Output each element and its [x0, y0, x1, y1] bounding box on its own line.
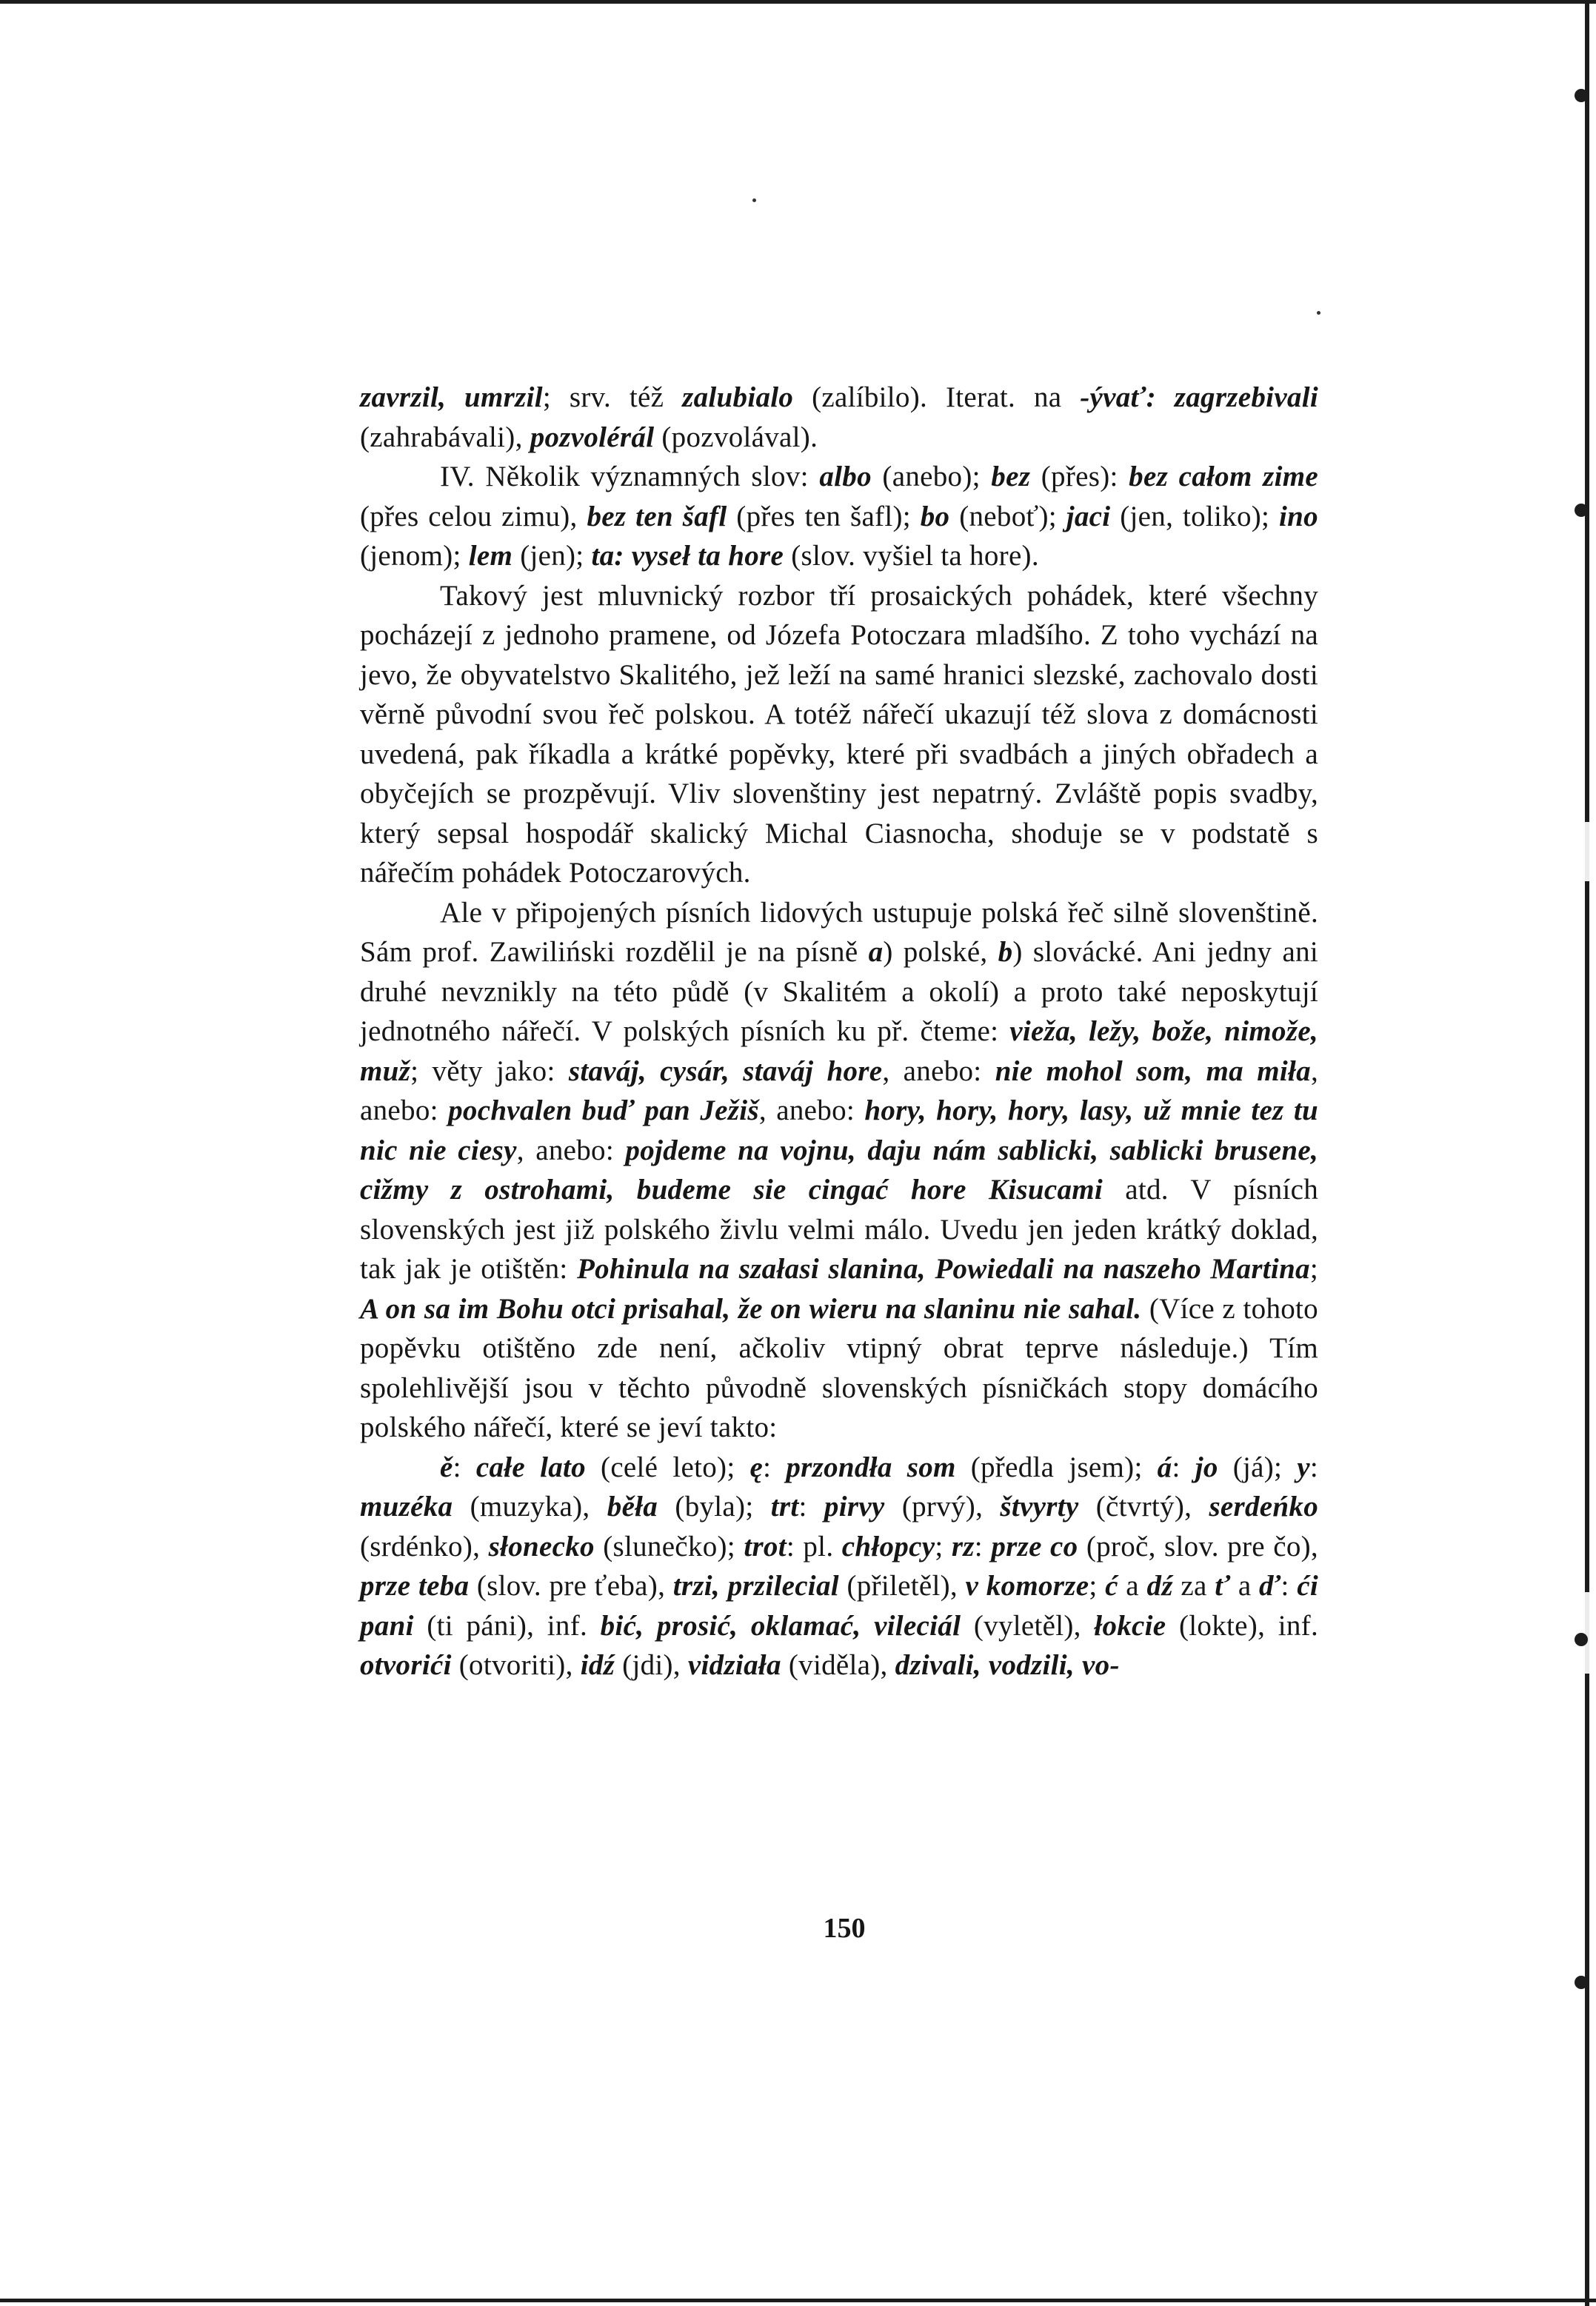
italic-term: ć [1105, 1570, 1118, 1602]
text-run: (lokte), inf. [1166, 1609, 1318, 1642]
italic-term: ď [1259, 1570, 1281, 1602]
italic-term: chłopcy [841, 1530, 935, 1563]
scan-edge-right [1585, 0, 1589, 2306]
text-run: ; věty jako: [410, 1055, 569, 1087]
text-run: ) polské, [883, 936, 998, 968]
text-run: , anebo: [360, 1055, 1318, 1126]
page-number: 150 [823, 1913, 866, 1944]
italic-term: jaci [1066, 500, 1111, 532]
text-run: (pozvolával). [654, 421, 818, 453]
text-run: (jen, toliko); [1110, 500, 1280, 532]
text-run: (předla jsem); [955, 1451, 1158, 1483]
text-run: (srdénko), [360, 1530, 489, 1563]
italic-term: dzivali, vodzili, vo- [895, 1649, 1120, 1681]
text-run: , anebo: [516, 1134, 626, 1166]
italic-term: vidziała [687, 1649, 781, 1681]
italic-term: przondła som [786, 1451, 956, 1483]
text-run: (jen); [512, 540, 592, 572]
text-run: (jenom); [360, 540, 469, 572]
italic-term: štvyrty [1000, 1491, 1079, 1523]
binding-hole-mark [1575, 1976, 1588, 1989]
paragraph-p4 [360, 1448, 1318, 1685]
italic-term: bez całom zime [1129, 461, 1318, 492]
text-run: : [1281, 1570, 1298, 1602]
text-run: (vyletěl), [961, 1609, 1095, 1642]
italic-term: trzi, przilecial [672, 1570, 839, 1602]
text-run: , anebo: [758, 1094, 865, 1126]
italic-term: ino [1279, 500, 1318, 532]
italic-term: serdeńko [1209, 1491, 1319, 1523]
text-run: (přes ten šafl); [727, 500, 921, 532]
text-run: (proč, slov. pre čo), [1078, 1530, 1318, 1563]
italic-term: prze teba [360, 1570, 470, 1602]
italic-term: zalubialo [682, 381, 794, 413]
text-run: (přes): [1030, 461, 1129, 492]
page-body-text [360, 378, 1318, 1685]
text-run: (neboť); [949, 500, 1066, 532]
italic-term: vieža, ležy, bože, nimože, muž [360, 1015, 1318, 1087]
text-run: (slunečko); [594, 1530, 744, 1563]
italic-term: całe lato [475, 1451, 586, 1483]
scan-edge-top [0, 0, 1596, 4]
scan-edge-segment [1585, 881, 1589, 1592]
italic-term: Pohinula na szałasi slanina, Powiedali na naszeho Martina [576, 1253, 1310, 1285]
text-run: (Více z tohoto popěvku otištěno zde není, ačkoliv vtipný obrat teprve následuje.) Tím spolehlivější jsou v těchto původně slovenských písničkách stopy domácího polského nářečí, které se jeví takto: [360, 1292, 1318, 1443]
text-run: (anebo); [871, 461, 992, 492]
text-run: ; srv. též [542, 381, 683, 413]
text-run: a [1230, 1570, 1260, 1602]
italic-term: bez [991, 461, 1031, 492]
scan-edge-segment [1585, 0, 1589, 822]
italic-term: jo [1195, 1451, 1218, 1483]
text-run: (zalíbilo). Iterat. na [793, 381, 1081, 413]
text-run: a [1118, 1570, 1147, 1602]
italic-term: bić, prosić, oklamać, vileciál [600, 1609, 961, 1642]
italic-term: muzéka [360, 1491, 453, 1523]
text-run: ; [1309, 1253, 1319, 1285]
text-run: za [1172, 1570, 1215, 1602]
italic-term: łokcie [1094, 1609, 1166, 1642]
text-run: : [453, 1451, 476, 1483]
italic-term: pojdeme na vojnu, daju nám sablicki, sablicki brusene, cižmy z ostrohami, budeme sie cingać hore Kisucami [360, 1134, 1319, 1206]
italic-term: staváj, cysár, staváj hore [568, 1055, 883, 1087]
italic-term: zavrzil, umrzil [360, 381, 543, 413]
scan-edge-bottom [0, 2299, 1596, 2302]
binding-hole-mark [1575, 504, 1588, 517]
italic-term: b [998, 936, 1013, 968]
text-run: (já); [1218, 1451, 1298, 1483]
italic-term: v komorze [965, 1570, 1089, 1602]
text-run: , anebo: [882, 1055, 995, 1087]
italic-term: ta: vyseł ta hore [591, 540, 784, 572]
paragraph-p2 [360, 576, 1318, 893]
text-run: (přiletěl), [838, 1570, 966, 1602]
italic-term: ť [1215, 1570, 1231, 1602]
binding-hole-mark [1575, 1633, 1588, 1646]
italic-term: hory, hory, hory, lasy, už mnie tez tu nic nie ciesy [360, 1094, 1319, 1166]
text-run: : [974, 1530, 992, 1563]
italic-term: bez ten šafl [587, 500, 727, 532]
italic-term: idź [580, 1649, 615, 1681]
italic-term: a [868, 936, 884, 968]
text-run: (slov. vyšiel ta hore). [784, 540, 1039, 572]
italic-term: prze co [991, 1530, 1078, 1563]
paragraph-p1 [360, 457, 1318, 576]
text-run: (ti páni), inf. [413, 1609, 601, 1642]
italic-term: pochvalen buď pan Ježiš [448, 1094, 759, 1126]
text-run: : [1172, 1451, 1195, 1483]
italic-term: dź [1146, 1570, 1173, 1602]
italic-term: rz [951, 1530, 975, 1563]
text-run: (viděla), [781, 1649, 895, 1681]
text-run: (prvý), [884, 1491, 1001, 1523]
text-run: (jdi), [615, 1649, 688, 1681]
italic-term: lem [468, 540, 513, 572]
text-run: (celé leto); [585, 1451, 750, 1483]
italic-term: A on sa im Bohu otci prisahal, že on wieru na slaninu nie sahal. [360, 1292, 1142, 1325]
text-run: (muzyka), [453, 1491, 607, 1523]
text-run: : [1309, 1451, 1319, 1483]
italic-term: słonecko [488, 1530, 595, 1563]
text-run: (zahrabávali), [360, 421, 530, 453]
text-run: Takový jest mluvnický rozbor tří prosaických pohádek, které všechny pocházejí z jednoho pramene, od Józefa Potoczara mladšího. Z toho vychází na jevo, že obyvatelstvo Skalitého, jež leží na samé hranici slezské, zachovalo dosti věrně původní svou řeč polskou. A totéž nářečí ukazují též slova z domácnosti uvedená, pak říkadla a krátké popěvky, které při svadbách a jiných obřadech a obyčejích se prozpěvují. Vliv slovenštiny jest nepatrný. Zvláště popis svadby, který sepsal hospodář skalický Michal Ciasnocha, shoduje se v podstatě s nářečím pohádek Potoczarových. [360, 579, 1318, 889]
scan-speck [752, 198, 756, 202]
italic-term: y [1297, 1451, 1310, 1483]
text-run: : [763, 1451, 787, 1483]
italic-term: nie mohol som, ma miła [995, 1055, 1311, 1087]
text-run: atd. V písních slovenských jest již polského živlu velmi málo. Uvedu jen jeden krátký doklad, tak jak je otištěn: [360, 1174, 1318, 1285]
italic-term: -ývať: zagrzebivali [1080, 381, 1319, 413]
text-run: (přes celou zimu), [360, 500, 587, 532]
italic-term: ę [749, 1451, 764, 1483]
text-run: (byla); [658, 1491, 771, 1523]
italic-term: ě [440, 1451, 453, 1483]
text-run: : [798, 1491, 824, 1523]
italic-term: trot [744, 1530, 787, 1563]
text-run: ) slovácké. Ani jedny ani druhé nevznikly na této půdě (v Skalitém a okolí) a proto také neposkytují jednotného nářečí. V polských písních ku př. čteme: [360, 936, 1319, 1047]
italic-term: pirvy [824, 1491, 885, 1523]
italic-term: á [1157, 1451, 1172, 1483]
text-run: (slov. pre ťeba), [469, 1570, 673, 1602]
text-run: ; [1089, 1570, 1106, 1602]
text-run: (otvoriti), [451, 1649, 581, 1681]
scan-edge-segment [1585, 1674, 1589, 2306]
text-run: Ale v připojených písních lidových ustupuje polská řeč silně slovenštině. Sám prof. Zawiliński rozdělil je na písně [360, 896, 1318, 968]
paragraph-p0 [360, 378, 1318, 457]
italic-term: ći pani [360, 1570, 1319, 1642]
text-run: : pl. [786, 1530, 842, 1563]
italic-term: běła [607, 1491, 658, 1523]
italic-term: bo [920, 500, 950, 532]
italic-term: albo [819, 461, 872, 492]
paragraph-p3 [360, 893, 1318, 1448]
binding-hole-mark [1575, 89, 1588, 102]
italic-term: otvorići [360, 1649, 452, 1681]
italic-term: trt [770, 1491, 799, 1523]
text-run: ; [935, 1530, 952, 1563]
text-run: (čtvrtý), [1078, 1491, 1209, 1523]
scan-speck [1317, 311, 1320, 315]
italic-term: pozvolérál [530, 421, 655, 453]
text-run: IV. Několik významných slov: [440, 461, 820, 492]
